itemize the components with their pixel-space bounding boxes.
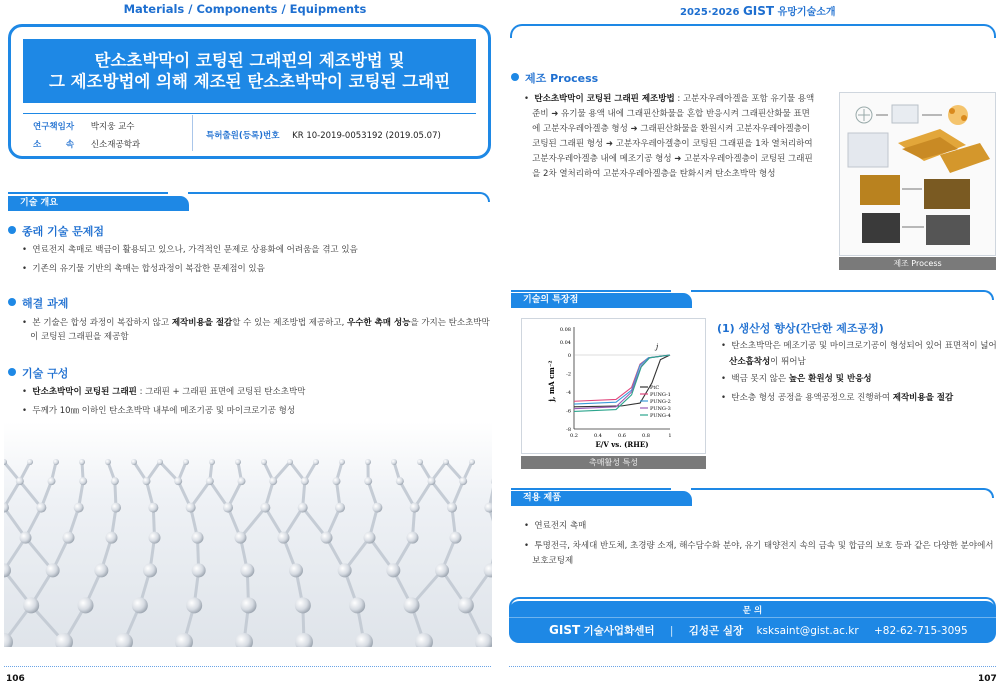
lattice-atom (78, 597, 94, 613)
process-figure (839, 92, 996, 256)
y-axis-label: j, mA cm⁻² (547, 360, 556, 402)
lattice-atom (278, 532, 290, 544)
x-tick-label: 0.2 (570, 433, 578, 439)
overview-tab: 기술 개요 (8, 196, 189, 211)
lattice-atom (63, 532, 75, 544)
title-card (8, 24, 491, 159)
lattice-atom (313, 459, 319, 465)
y-tick-label: -6 (566, 408, 571, 415)
patent-row (206, 129, 441, 141)
graphene-lattice-image (4, 422, 492, 647)
gist-logo: GIST (742, 4, 775, 18)
lattice-atom (106, 532, 118, 544)
app-item-2: • 투명전극, 차세대 반도체, 초경량 소재, 해수담수화 분야, 유기 태양전지 속의 금속 및 합금의 보호 등과 같은 다양한 분야에서 보호코팅제 (524, 541, 994, 566)
app-item-1: • 연료전지 촉매 (524, 521, 587, 531)
apps-rule (691, 488, 981, 490)
lattice-atom (206, 477, 214, 485)
lattice-atom (428, 477, 436, 485)
affiliation-row (33, 138, 140, 150)
gist-contact-logo: GIST (549, 623, 581, 637)
top-frame-arc (510, 24, 996, 38)
legend-label: PtC (650, 385, 660, 391)
lattice-atom (186, 503, 196, 513)
lattice-atom (74, 503, 84, 513)
overview-rule (188, 192, 478, 194)
lattice-atom (111, 477, 119, 485)
lattice-atom (48, 477, 56, 485)
bullet-dot-icon (8, 226, 16, 234)
lattice-atom (261, 459, 267, 465)
process-caption: 제조 Process (839, 257, 996, 270)
lattice-atom (20, 532, 32, 544)
lattice-atom (447, 503, 457, 513)
chart-annotation: j (656, 343, 659, 351)
lattice-atom (333, 477, 341, 485)
legend-label: PUNG-4 (650, 413, 671, 419)
lattice-atom (391, 459, 397, 465)
x-tick-label: 0.4 (594, 433, 602, 439)
lattice-atom (79, 459, 85, 465)
page-number-left: 106 (6, 674, 25, 684)
contact-phone[interactable]: +82-62-715-3095 (874, 625, 968, 637)
solution-item: • 본 기술은 합성 과정이 복잡하지 않고 제작비용을 절감할 수 있는 제조방법 제공하고, 우수한 촉매 성능을 가지는 탄소초박막 이 코팅된 그래핀을 제공함 (22, 318, 490, 342)
lattice-atom (241, 597, 257, 613)
info-vertical-divider (192, 115, 193, 151)
lattice-atom (105, 459, 111, 465)
problem-item-2: • 기존의 유기물 기반의 촉매는 합성과정이 복잡한 문제점이 있음 (22, 264, 265, 274)
contact-box (509, 601, 996, 643)
lattice-atom (287, 459, 293, 465)
contact-details (549, 623, 968, 638)
lattice-atom (235, 459, 241, 465)
lattice-atom (131, 459, 137, 465)
contact-center: 기술사업화센터 (583, 625, 655, 637)
lattice-atom (321, 532, 333, 544)
page-number-right: 107 (978, 674, 997, 684)
overview-rule-curve (476, 192, 490, 202)
affiliation-value: 신소재공학과 (90, 140, 141, 150)
contact-separator (509, 617, 996, 618)
lattice-atom (407, 532, 419, 544)
feature-item-3: • 탄소층 형성 공정을 용액공정으로 진행하여 제작비용을 절감 (721, 393, 954, 403)
features-rule (691, 290, 981, 292)
lattice-atom (148, 503, 158, 513)
config-item-2: • 두께가 10㎚ 이하인 탄소초박막 내부에 메조기공 및 마이크로기공 형성 (22, 406, 296, 416)
legend-label: PUNG-3 (650, 406, 671, 412)
lattice-atom (365, 459, 371, 465)
researcher-label: 연구책임자 (33, 122, 75, 132)
affiliation-label-1: 소 (33, 140, 42, 150)
header-year: 2025·2026 (680, 7, 740, 18)
chart-caption: 촉매활성 특성 (521, 456, 706, 469)
config-item-1: • 탄소초박막이 코팅된 그래핀 : 그래핀 + 그래핀 표면에 코팅된 탄소초박막 (22, 387, 306, 397)
lattice-atom (209, 459, 215, 465)
lattice-atom (372, 503, 382, 513)
contact-person: 김성곤 실장 (688, 625, 744, 637)
apps-tab: 적용 제품 (511, 491, 692, 506)
lattice-atom (269, 477, 277, 485)
y-tick-label: -2 (566, 371, 571, 378)
lattice-atom (260, 503, 270, 513)
legend-label: PUNG-1 (650, 392, 671, 398)
y-tick-label: -8 (566, 427, 571, 433)
x-axis-label: E/V vs. (RHE) (595, 440, 649, 449)
lattice-atom (238, 477, 246, 485)
config-heading: 기술 구성 (8, 365, 68, 381)
lattice-atom (192, 532, 204, 544)
lattice-atom (469, 459, 475, 465)
lattice-atom (53, 459, 59, 465)
lattice-atom (223, 503, 233, 513)
lattice-atom (386, 563, 400, 577)
lattice-atom (174, 477, 182, 485)
footer-dotted-line-left (4, 666, 491, 667)
feature-heading: (1) 생산성 향상(간단한 제조공정) (717, 322, 884, 335)
section-header: Materials / Components / Equipments (123, 2, 367, 16)
lattice-atom (298, 503, 308, 513)
lattice-atom (16, 477, 24, 485)
contact-email[interactable]: ksksaint@gist.ac.kr (756, 625, 859, 637)
features-rule-curve (980, 290, 994, 300)
y-tick-label: -4 (566, 390, 571, 396)
lattice-atom (289, 563, 303, 577)
lattice-atom (364, 532, 376, 544)
lattice-atom (27, 459, 33, 465)
bullet-dot-icon (8, 368, 16, 376)
graphene-lattice-icon (4, 422, 492, 647)
title-line-2: 그 제조방법에 의해 제조된 탄소초박막이 코팅된 그래핀 (48, 72, 451, 91)
lattice-atom (301, 477, 309, 485)
lattice-atom (443, 459, 449, 465)
lattice-atom (349, 597, 365, 613)
lattice-atom (79, 477, 87, 485)
catalyst-chart (521, 318, 706, 454)
contact-divider: | (669, 625, 674, 637)
x-tick-label: 1 (668, 433, 672, 439)
lattice-atom (149, 532, 161, 544)
lattice-atom (157, 459, 163, 465)
overview-tab-underline (8, 192, 168, 194)
lattice-atom (36, 503, 46, 513)
bullet-dot-icon (511, 73, 519, 81)
lattice-atom (295, 597, 311, 613)
process-heading: 제조 Process (511, 70, 598, 86)
lattice-atom (396, 477, 404, 485)
apps-tab-underline (511, 488, 671, 490)
lattice-atom (338, 563, 352, 577)
contact-label: 문 의 (742, 606, 763, 616)
lattice-atom (240, 563, 254, 577)
lattice-atom (339, 459, 345, 465)
lattice-atom (143, 477, 151, 485)
x-tick-label: 0.6 (618, 433, 626, 439)
researcher-row (33, 120, 135, 132)
x-tick-label: 0.8 (642, 433, 650, 439)
lattice-atom (94, 563, 108, 577)
y-tick-label: 0.04 (559, 340, 571, 346)
patent-label: 특허출원(등록)번호 (206, 131, 280, 141)
lattice-atom (111, 503, 121, 513)
lattice-atom (186, 597, 202, 613)
feature-item-1: • 탄소초박막은 메조기공 및 마이크로기공이 형성되어 있어 표면적이 넓어 산소흡착성이 뛰어남 (721, 341, 997, 367)
lattice-atom (143, 563, 157, 577)
y-tick-label: 0.08 (559, 327, 571, 333)
lattice-atom (364, 477, 372, 485)
feature-item-2: • 백금 못지 않은 높은 환원성 및 반응성 (721, 374, 872, 384)
catalyst-chart-svg (522, 319, 705, 453)
title-banner (23, 39, 476, 103)
patent-number: KR 10-2019-0053192 (2019.05.07) (292, 131, 441, 141)
problem-item-1: • 연료전지 촉매로 백금이 활용되고 있으나, 가격적인 문제로 상용화에 어려움을 겪고 있음 (22, 245, 358, 255)
process-description: • 탄소초박막이 코팅된 그래핀 제조방법 : 고분자우레아겔을 포함 유기물 용액 준비 ➜ 유기물 용액 내에 그래핀산화물을 혼합 반응시켜 그래핀산화물 표면 에 고분자우레아겔층 형성 ➜ 그래핀산화물을 환원시켜 고분자우레아겔층이 코팅된 그래핀 형성 ➜ 고분자우레아겔층이 코팅된 그래핀을 1차 열처리하여 고분자우레아겔층 내에 메조기공 형성 ➜ 고분자우레아겔층이 코팅된 그래핀 을 2차 열처리하여 고분자우레아겔층을 탄화시켜 탄소초박막 형성 (524, 94, 815, 179)
lattice-atom (410, 503, 420, 513)
brand-header (680, 3, 836, 18)
problem-heading: 종래 기술 문제점 (8, 223, 104, 239)
lattice-atom (459, 477, 467, 485)
features-tab: 기술의 특장점 (511, 293, 692, 308)
info-divider-line (23, 113, 476, 114)
apps-rule-curve (980, 488, 994, 498)
y-tick-label: 0 (567, 353, 571, 359)
lattice-atom (404, 597, 420, 613)
lattice-atom (335, 503, 345, 513)
affiliation-label-2: 속 (65, 140, 75, 150)
bullet-dot-icon (8, 298, 16, 306)
title-line-1: 탄소초박막이 코팅된 그래핀의 제조방법 및 (94, 51, 405, 70)
lattice-atom (458, 597, 474, 613)
lattice-atom (132, 597, 148, 613)
footer-dotted-line-right (509, 666, 996, 667)
lattice-atom (23, 597, 39, 613)
lattice-atom (183, 459, 189, 465)
features-tab-underline (511, 290, 671, 292)
lattice-atom (450, 532, 462, 544)
lattice-atom (46, 563, 60, 577)
lattice-atom (192, 563, 206, 577)
header-text: 유망기술소개 (777, 7, 836, 18)
lattice-atom (417, 459, 423, 465)
researcher-name: 박지웅 교수 (90, 122, 135, 132)
solution-heading: 해결 과제 (8, 295, 68, 311)
process-diagram-icon (840, 93, 995, 255)
lattice-atom (435, 563, 449, 577)
lattice-atom (235, 532, 247, 544)
legend-label: PUNG-2 (650, 399, 671, 405)
